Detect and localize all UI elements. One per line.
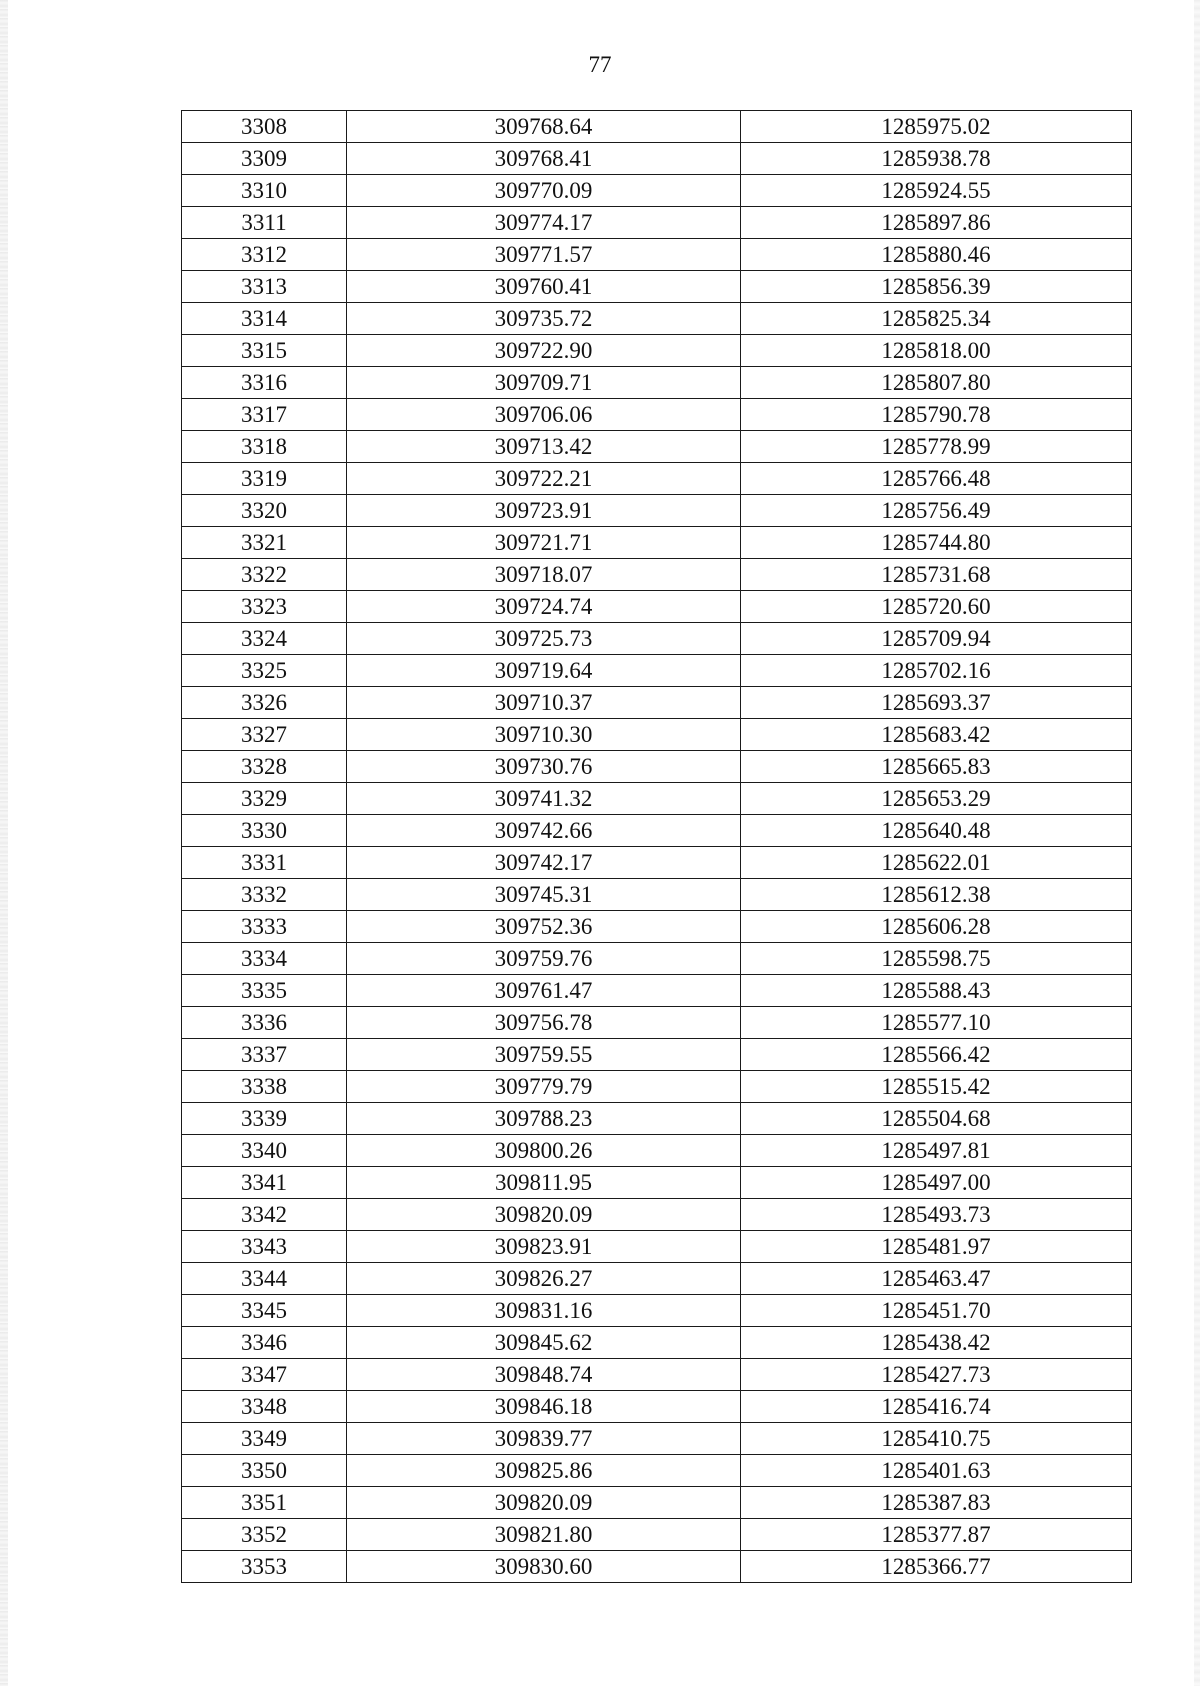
x-coordinate-cell: 309774.17: [347, 207, 741, 239]
x-coordinate-cell: 309721.71: [347, 527, 741, 559]
x-coordinate-cell: 309779.79: [347, 1071, 741, 1103]
table-row: [182, 175, 1132, 207]
point-id-cell: 3353: [182, 1551, 347, 1583]
y-coordinate-cell: 1285744.80: [741, 527, 1132, 559]
point-id-cell: 3338: [182, 1071, 347, 1103]
y-coordinate-cell: 1285938.78: [741, 143, 1132, 175]
x-coordinate-cell: 309759.76: [347, 943, 741, 975]
point-id-cell: 3347: [182, 1359, 347, 1391]
x-coordinate-cell: 309722.90: [347, 335, 741, 367]
x-coordinate-cell: 309709.71: [347, 367, 741, 399]
point-id-cell: 3337: [182, 1039, 347, 1071]
table-row: [182, 111, 1132, 143]
y-coordinate-cell: 1285856.39: [741, 271, 1132, 303]
point-id-cell: 3312: [182, 239, 347, 271]
y-coordinate-cell: 1285427.73: [741, 1359, 1132, 1391]
x-coordinate-cell: 309768.41: [347, 143, 741, 175]
x-coordinate-cell: 309788.23: [347, 1103, 741, 1135]
table-row: [182, 1391, 1132, 1423]
x-coordinate-cell: 309719.64: [347, 655, 741, 687]
point-id-cell: 3333: [182, 911, 347, 943]
x-coordinate-cell: 309771.57: [347, 239, 741, 271]
table-row: [182, 1263, 1132, 1295]
table-row: [182, 1167, 1132, 1199]
point-id-cell: 3349: [182, 1423, 347, 1455]
point-id-cell: 3314: [182, 303, 347, 335]
x-coordinate-cell: 309823.91: [347, 1231, 741, 1263]
point-id-cell: 3331: [182, 847, 347, 879]
table-row: [182, 911, 1132, 943]
table-row: [182, 239, 1132, 271]
x-coordinate-cell: 309845.62: [347, 1327, 741, 1359]
point-id-cell: 3308: [182, 111, 347, 143]
x-coordinate-cell: 309760.41: [347, 271, 741, 303]
point-id-cell: 3339: [182, 1103, 347, 1135]
y-coordinate-cell: 1285880.46: [741, 239, 1132, 271]
y-coordinate-cell: 1285693.37: [741, 687, 1132, 719]
table-row: [182, 431, 1132, 463]
table-row: [182, 1551, 1132, 1583]
x-coordinate-cell: 309742.17: [347, 847, 741, 879]
x-coordinate-cell: 309768.64: [347, 111, 741, 143]
table-row: [182, 943, 1132, 975]
y-coordinate-cell: 1285463.47: [741, 1263, 1132, 1295]
x-coordinate-cell: 309831.16: [347, 1295, 741, 1327]
table-row: [182, 495, 1132, 527]
point-id-cell: 3351: [182, 1487, 347, 1519]
table-row: [182, 559, 1132, 591]
point-id-cell: 3323: [182, 591, 347, 623]
x-coordinate-cell: 309761.47: [347, 975, 741, 1007]
x-coordinate-cell: 309830.60: [347, 1551, 741, 1583]
table-row: [182, 1295, 1132, 1327]
table-row: [182, 623, 1132, 655]
table-row: [182, 1327, 1132, 1359]
y-coordinate-cell: 1285975.02: [741, 111, 1132, 143]
table-row: [182, 335, 1132, 367]
y-coordinate-cell: 1285778.99: [741, 431, 1132, 463]
table-row: [182, 1039, 1132, 1071]
table-row: [182, 815, 1132, 847]
y-coordinate-cell: 1285504.68: [741, 1103, 1132, 1135]
x-coordinate-cell: 309848.74: [347, 1359, 741, 1391]
x-coordinate-cell: 309752.36: [347, 911, 741, 943]
point-id-cell: 3315: [182, 335, 347, 367]
x-coordinate-cell: 309742.66: [347, 815, 741, 847]
table-row: [182, 143, 1132, 175]
table-row: [182, 399, 1132, 431]
table-row: [182, 271, 1132, 303]
y-coordinate-cell: 1285731.68: [741, 559, 1132, 591]
point-id-cell: 3310: [182, 175, 347, 207]
table-row: [182, 1135, 1132, 1167]
x-coordinate-cell: 309846.18: [347, 1391, 741, 1423]
point-id-cell: 3342: [182, 1199, 347, 1231]
table-row: [182, 1423, 1132, 1455]
table-row: [182, 751, 1132, 783]
y-coordinate-cell: 1285825.34: [741, 303, 1132, 335]
x-coordinate-cell: 309718.07: [347, 559, 741, 591]
y-coordinate-cell: 1285709.94: [741, 623, 1132, 655]
point-id-cell: 3313: [182, 271, 347, 303]
point-id-cell: 3345: [182, 1295, 347, 1327]
x-coordinate-cell: 309710.37: [347, 687, 741, 719]
point-id-cell: 3326: [182, 687, 347, 719]
point-id-cell: 3319: [182, 463, 347, 495]
point-id-cell: 3320: [182, 495, 347, 527]
x-coordinate-cell: 309745.31: [347, 879, 741, 911]
table-row: [182, 783, 1132, 815]
x-coordinate-cell: 309811.95: [347, 1167, 741, 1199]
x-coordinate-cell: 309730.76: [347, 751, 741, 783]
point-id-cell: 3327: [182, 719, 347, 751]
point-id-cell: 3324: [182, 623, 347, 655]
y-coordinate-cell: 1285622.01: [741, 847, 1132, 879]
x-coordinate-cell: 309725.73: [347, 623, 741, 655]
coordinate-table-body: [182, 111, 1132, 1583]
y-coordinate-cell: 1285807.80: [741, 367, 1132, 399]
y-coordinate-cell: 1285598.75: [741, 943, 1132, 975]
point-id-cell: 3329: [182, 783, 347, 815]
y-coordinate-cell: 1285756.49: [741, 495, 1132, 527]
x-coordinate-cell: 309724.74: [347, 591, 741, 623]
point-id-cell: 3350: [182, 1455, 347, 1487]
point-id-cell: 3321: [182, 527, 347, 559]
x-coordinate-cell: 309825.86: [347, 1455, 741, 1487]
x-coordinate-cell: 309706.06: [347, 399, 741, 431]
point-id-cell: 3341: [182, 1167, 347, 1199]
x-coordinate-cell: 309820.09: [347, 1199, 741, 1231]
y-coordinate-cell: 1285766.48: [741, 463, 1132, 495]
table-row: [182, 1359, 1132, 1391]
y-coordinate-cell: 1285790.78: [741, 399, 1132, 431]
table-row: [182, 591, 1132, 623]
scan-edge-left: [0, 0, 8, 1686]
point-id-cell: 3309: [182, 143, 347, 175]
y-coordinate-cell: 1285588.43: [741, 975, 1132, 1007]
x-coordinate-cell: 309723.91: [347, 495, 741, 527]
y-coordinate-cell: 1285665.83: [741, 751, 1132, 783]
point-id-cell: 3325: [182, 655, 347, 687]
point-id-cell: 3311: [182, 207, 347, 239]
x-coordinate-cell: 309741.32: [347, 783, 741, 815]
table-row: [182, 367, 1132, 399]
table-row: [182, 1519, 1132, 1551]
point-id-cell: 3336: [182, 1007, 347, 1039]
point-id-cell: 3322: [182, 559, 347, 591]
point-id-cell: 3330: [182, 815, 347, 847]
table-row: [182, 975, 1132, 1007]
table-row: [182, 1071, 1132, 1103]
x-coordinate-cell: 309821.80: [347, 1519, 741, 1551]
y-coordinate-cell: 1285410.75: [741, 1423, 1132, 1455]
x-coordinate-cell: 309770.09: [347, 175, 741, 207]
y-coordinate-cell: 1285497.81: [741, 1135, 1132, 1167]
x-coordinate-cell: 309756.78: [347, 1007, 741, 1039]
x-coordinate-cell: 309735.72: [347, 303, 741, 335]
table-row: [182, 687, 1132, 719]
y-coordinate-cell: 1285493.73: [741, 1199, 1132, 1231]
y-coordinate-cell: 1285653.29: [741, 783, 1132, 815]
point-id-cell: 3352: [182, 1519, 347, 1551]
table-row: [182, 1231, 1132, 1263]
table-row: [182, 719, 1132, 751]
y-coordinate-cell: 1285451.70: [741, 1295, 1132, 1327]
table-row: [182, 1199, 1132, 1231]
x-coordinate-cell: 309820.09: [347, 1487, 741, 1519]
y-coordinate-cell: 1285438.42: [741, 1327, 1132, 1359]
y-coordinate-cell: 1285612.38: [741, 879, 1132, 911]
table-row: [182, 303, 1132, 335]
y-coordinate-cell: 1285924.55: [741, 175, 1132, 207]
page-number: 77: [588, 52, 612, 77]
point-id-cell: 3317: [182, 399, 347, 431]
point-id-cell: 3328: [182, 751, 347, 783]
x-coordinate-cell: 309710.30: [347, 719, 741, 751]
point-id-cell: 3316: [182, 367, 347, 399]
y-coordinate-cell: 1285577.10: [741, 1007, 1132, 1039]
table-row: [182, 847, 1132, 879]
table-row: [182, 655, 1132, 687]
x-coordinate-cell: 309759.55: [347, 1039, 741, 1071]
y-coordinate-cell: 1285897.86: [741, 207, 1132, 239]
coordinate-table: [181, 110, 1132, 1583]
table-row: [182, 879, 1132, 911]
point-id-cell: 3332: [182, 879, 347, 911]
point-id-cell: 3344: [182, 1263, 347, 1295]
y-coordinate-cell: 1285366.77: [741, 1551, 1132, 1583]
y-coordinate-cell: 1285566.42: [741, 1039, 1132, 1071]
table-row: [182, 527, 1132, 559]
table-row: [182, 1455, 1132, 1487]
table-row: [182, 1487, 1132, 1519]
y-coordinate-cell: 1285683.42: [741, 719, 1132, 751]
point-id-cell: 3334: [182, 943, 347, 975]
y-coordinate-cell: 1285515.42: [741, 1071, 1132, 1103]
point-id-cell: 3343: [182, 1231, 347, 1263]
y-coordinate-cell: 1285702.16: [741, 655, 1132, 687]
y-coordinate-cell: 1285481.97: [741, 1231, 1132, 1263]
x-coordinate-cell: 309722.21: [347, 463, 741, 495]
point-id-cell: 3348: [182, 1391, 347, 1423]
x-coordinate-cell: 309800.26: [347, 1135, 741, 1167]
y-coordinate-cell: 1285416.74: [741, 1391, 1132, 1423]
table-row: [182, 1103, 1132, 1135]
table-row: [182, 1007, 1132, 1039]
y-coordinate-cell: 1285720.60: [741, 591, 1132, 623]
y-coordinate-cell: 1285497.00: [741, 1167, 1132, 1199]
scan-edge-right: [1194, 0, 1200, 1686]
y-coordinate-cell: 1285387.83: [741, 1487, 1132, 1519]
y-coordinate-cell: 1285640.48: [741, 815, 1132, 847]
y-coordinate-cell: 1285401.63: [741, 1455, 1132, 1487]
point-id-cell: 3340: [182, 1135, 347, 1167]
x-coordinate-cell: 309839.77: [347, 1423, 741, 1455]
point-id-cell: 3318: [182, 431, 347, 463]
point-id-cell: 3346: [182, 1327, 347, 1359]
point-id-cell: 3335: [182, 975, 347, 1007]
y-coordinate-cell: 1285818.00: [741, 335, 1132, 367]
y-coordinate-cell: 1285377.87: [741, 1519, 1132, 1551]
x-coordinate-cell: 309713.42: [347, 431, 741, 463]
table-row: [182, 207, 1132, 239]
y-coordinate-cell: 1285606.28: [741, 911, 1132, 943]
x-coordinate-cell: 309826.27: [347, 1263, 741, 1295]
table-row: [182, 463, 1132, 495]
